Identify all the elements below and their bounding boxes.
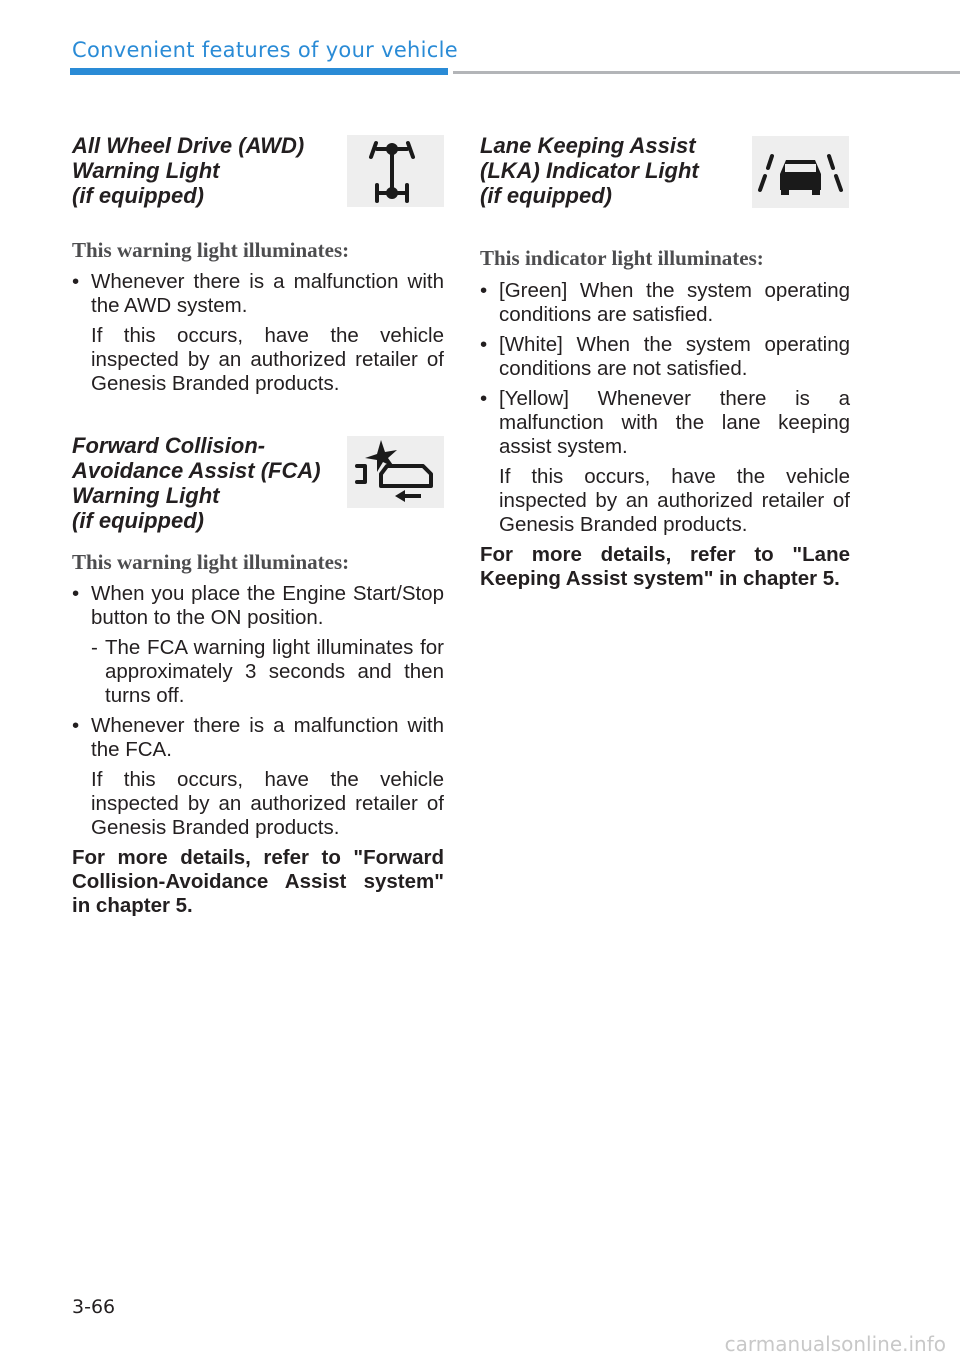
list-item [72,582,444,630]
lane-keeping-icon [752,136,849,208]
fca-title-line-3: Warning Light [72,483,220,508]
lka-item-2-text: [White] When the system operating conditions are not satisfied. [499,333,850,380]
list-item [72,270,444,318]
fca-item-1-text: When you place the Engine Start/Stop button to the ON position. [91,582,444,629]
lka-item-3-para: If this occurs, have the vehicle inspected by an authorized retailer of Genesis Branded products. [499,465,850,536]
awd-body [72,270,444,402]
bullet-icon: • [72,714,80,737]
fca-lead-text: This warning light illuminates: [72,550,350,574]
lka-lead-text: This indicator light illuminates: [480,246,764,270]
fca-item-2-text: Whenever there is a malfunction with the FCA. [91,714,444,761]
awd-section-title [72,133,304,208]
lka-reference-note: For more details, refer to "Lane Keeping Assist system" in chapter 5. [480,543,850,590]
lka-item-3-text: [Yellow] Whenever there is a malfunction with the lane keeping assist system. [499,387,850,458]
lka-title-line-1: Lane Keeping Assist [480,133,696,158]
header-rule [453,71,960,74]
awd-drivetrain-icon [347,135,444,207]
fca-body [72,582,444,939]
forward-collision-icon [347,436,444,508]
awd-title-line-1: All Wheel Drive (AWD) [72,133,305,158]
lka-title-line-3: (if equipped) [480,183,612,208]
list-item [72,714,444,762]
fca-section-title [72,433,321,533]
page-number: 3-66 [72,1296,116,1318]
lka-body [480,279,850,612]
lka-section-title [480,133,699,208]
dash-icon: - [91,636,98,659]
page-header-title: Convenient features of your vehicle [72,38,458,62]
awd-item-para: If this occurs, have the vehicle inspected by an authorized retailer of Genesis Branded products. [91,324,444,395]
bullet-icon: • [72,582,80,605]
fca-reference-note: For more details, refer to "Forward Collision-Avoidance Assist system" in chapter 5. [72,846,444,917]
fca-item-2-para: If this occurs, have the vehicle inspected by an authorized retailer of Genesis Branded products. [91,768,444,839]
awd-lead-text: This warning light illuminates: [72,238,350,262]
header-accent-bar [70,68,448,75]
list-subitem [72,636,444,708]
bullet-icon: • [480,279,488,302]
list-item [480,387,850,459]
fca-title-line-1: Forward Collision- [72,433,266,458]
fca-title-line-4: (if equipped) [72,508,204,533]
awd-item-text: Whenever there is a malfunction with the AWD system. [91,270,444,317]
list-item [480,279,850,327]
lka-item-1-text: [Green] When the system operating conditions are satisfied. [499,279,850,326]
watermark: carmanualsonline.info [724,1332,946,1356]
lka-title-line-2: (LKA) Indicator Light [480,158,699,183]
bullet-icon: • [72,270,80,293]
bullet-icon: • [480,387,488,410]
list-item [480,333,850,381]
fca-title-line-2: Avoidance Assist (FCA) [72,458,321,483]
awd-title-line-2: Warning Light [72,158,220,183]
bullet-icon: • [480,333,488,356]
awd-title-line-3: (if equipped) [72,183,204,208]
fca-dash-1-text: The FCA warning light illuminates for approximately 3 seconds and then turns off. [105,636,444,707]
